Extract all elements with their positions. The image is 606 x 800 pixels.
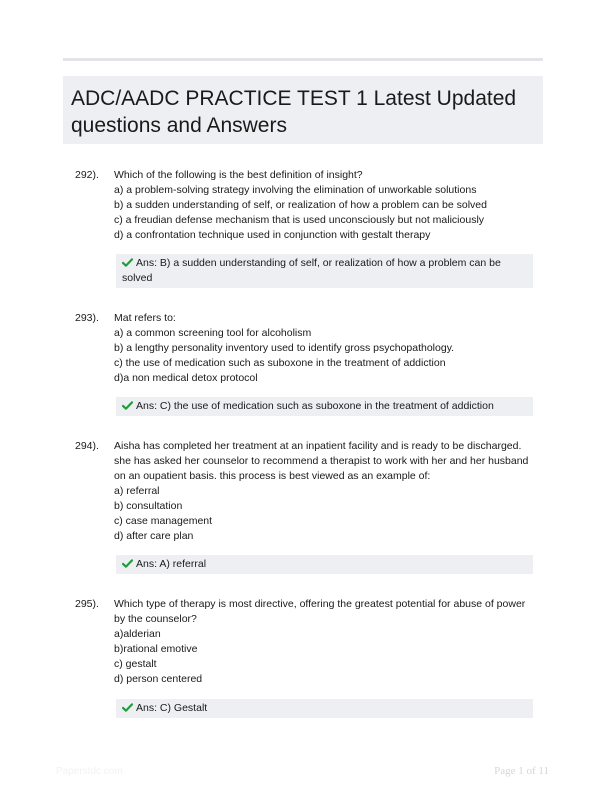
question-body <box>114 597 539 687</box>
answer-option: b) consultation <box>114 500 183 512</box>
answer-box <box>116 699 533 718</box>
answer-box <box>116 397 533 416</box>
answer-text: Ans: B) a sudden understanding of self, or realization of how a problem can be solved <box>122 257 501 284</box>
question-prompt: Which of the following is the best definition of insight? <box>114 169 363 181</box>
answer-box <box>116 555 533 574</box>
answer-option: d) after care plan <box>114 530 194 542</box>
answer-option: d) person centered <box>114 673 203 685</box>
answer-text: Ans: C) Gestalt <box>136 702 208 714</box>
answer-option: d)a non medical detox protocol <box>114 372 258 384</box>
check-icon <box>122 703 133 712</box>
question-number: 292). <box>75 169 99 181</box>
question-prompt: Aisha has completed her treatment at an inpatient facility and is ready to be discharged. she has asked her counselor to recommend a therapist to work with her and her husband on an oupatient basis. this process is best viewed as an example of: <box>114 440 529 482</box>
page-number: Page 1 of 11 <box>494 765 549 777</box>
answer-option: a) a common screening tool for alcoholism <box>114 327 312 339</box>
answer-option: c) a freudian defense mechanism that is used unconsciously but not maliciously <box>114 214 485 226</box>
question-prompt: Which type of therapy is most directive, offering the greatest potential for abuse of power by the counselor? <box>114 598 526 625</box>
answer-option: a)alderian <box>114 628 161 640</box>
answer-option: b) a sudden understanding of self, or realization of how a problem can be solved <box>114 199 487 211</box>
question-number: 294). <box>75 440 99 452</box>
answer-option: c) the use of medication such as suboxone in the treatment of addiction <box>114 357 446 369</box>
answer-option: a) a problem-solving strategy involving the elimination of unworkable solutions <box>114 184 477 196</box>
answer-option: d) a confrontation technique used in conjunction with gestalt therapy <box>114 229 431 241</box>
question-body <box>114 439 539 544</box>
check-icon <box>122 559 133 568</box>
check-icon <box>122 401 133 410</box>
question-body <box>114 168 539 243</box>
question-number: 295). <box>75 598 99 610</box>
question-body <box>114 311 539 386</box>
answer-option: b) a lengthy personality inventory used to identify gross psychopathology. <box>114 342 455 354</box>
footer-watermark: Paperstdc.com <box>56 766 123 777</box>
question-number: 293). <box>75 312 99 324</box>
answer-text: Ans: A) referral <box>136 558 207 570</box>
answer-text: Ans: C) the use of medication such as suboxone in the treatment of addiction <box>136 400 494 412</box>
answer-box <box>116 254 533 288</box>
question-prompt: Mat refers to: <box>114 312 176 324</box>
answer-option: a) referral <box>114 485 160 497</box>
document-title: ADC/AADC PRACTICE TEST 1 Latest Updated questions and Answers <box>71 87 517 137</box>
answer-option: c) case management <box>114 515 213 527</box>
answer-option: c) gestalt <box>114 658 157 670</box>
top-divider <box>63 58 543 61</box>
answer-option: b)rational emotive <box>114 643 198 655</box>
title-banner <box>63 76 543 144</box>
check-icon <box>122 258 133 267</box>
